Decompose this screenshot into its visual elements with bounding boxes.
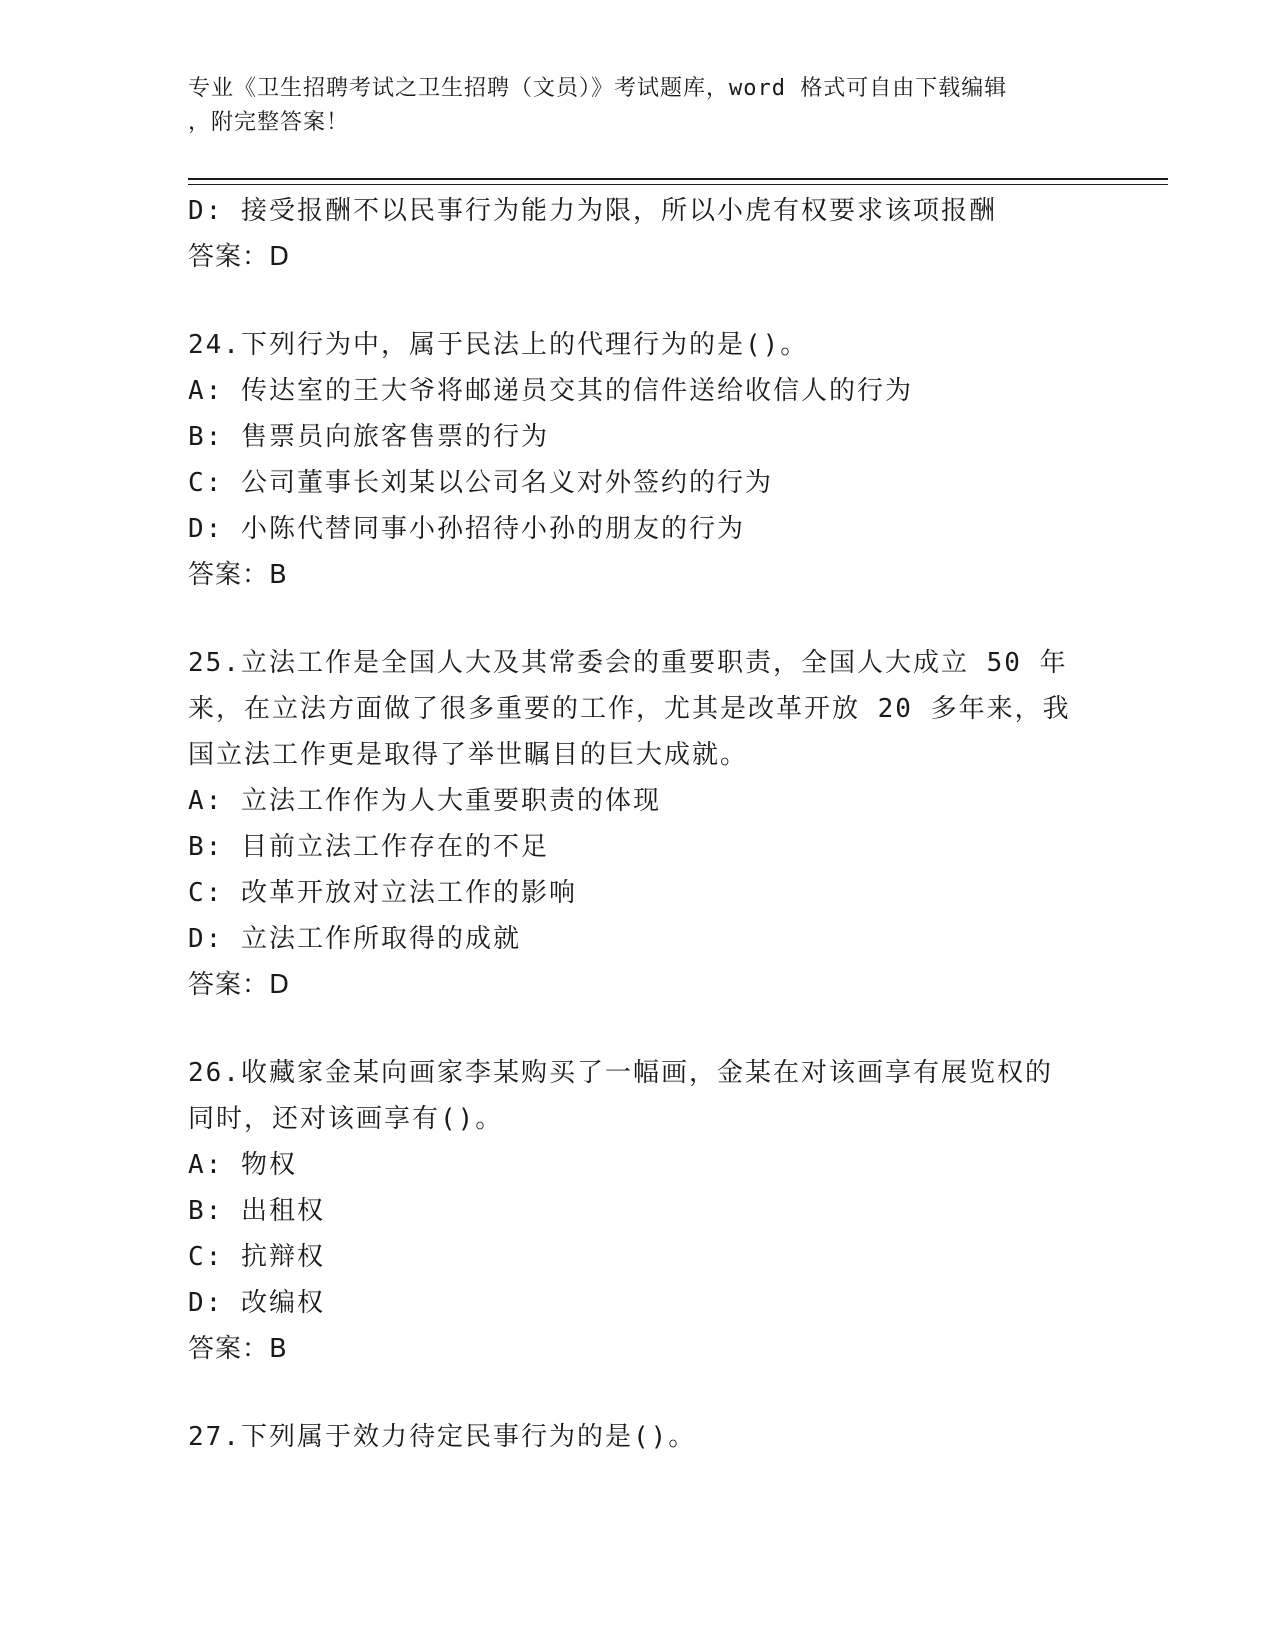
question-stem-line-1: 26.收藏家金某向画家李某购买了一幅画，金某在对该画享有展览权的 (188, 1058, 1053, 1088)
question-stem: 24.下列行为中，属于民法上的代理行为的是()。 (188, 330, 809, 360)
question-stem: 27.下列属于效力待定民事行为的是()。 (188, 1422, 697, 1452)
option-c: C: 改革开放对立法工作的影响 (188, 878, 577, 908)
option-b: B: 出租权 (188, 1196, 325, 1226)
option-a: A: 传达室的王大爷将邮递员交其的信件送给收信人的行为 (188, 376, 913, 406)
question-25 (188, 640, 1088, 1008)
option-b: B: 目前立法工作存在的不足 (188, 832, 549, 862)
option-d: D: 立法工作所取得的成就 (188, 924, 521, 954)
question-23-tail (188, 188, 1088, 280)
header-title-line: 专业《卫生招聘考试之卫生招聘（文员）》考试题库，word 格式可自由下载编辑 (188, 76, 1008, 101)
answer-line: 答案：D (188, 970, 291, 1000)
header-subtitle-line: ，附完整答案！ (188, 110, 350, 135)
option-d: D: 小陈代替同事小孙招待小孙的朋友的行为 (188, 514, 745, 544)
option-c: C: 公司董事长刘某以公司名义对外签约的行为 (188, 468, 773, 498)
question-stem-line-3: 国立法工作更是取得了举世瞩目的巨大成就。 (188, 740, 749, 770)
header-divider-thick (188, 178, 1168, 180)
answer-line: 答案：B (188, 1334, 288, 1364)
question-24 (188, 322, 1088, 598)
option-d: D: 改编权 (188, 1288, 325, 1318)
answer-line: 答案：D (188, 242, 291, 272)
question-gap (188, 280, 1088, 322)
question-gap (188, 598, 1088, 640)
option-a: A: 立法工作作为人大重要职责的体现 (188, 786, 661, 816)
question-gap (188, 1372, 1088, 1414)
header-divider-thin (188, 184, 1168, 185)
question-27 (188, 1414, 1088, 1460)
question-list (188, 188, 1088, 1460)
option-a: A: 物权 (188, 1150, 297, 1180)
option-d: D: 接受报酬不以民事行为能力为限，所以小虎有权要求该项报酬 (188, 196, 997, 226)
question-stem-line-2: 同时，还对该画享有()。 (188, 1104, 504, 1134)
question-26 (188, 1050, 1088, 1372)
question-stem-line-2: 来，在立法方面做了很多重要的工作，尤其是改革开放 20 多年来，我 (188, 694, 1071, 724)
question-stem-line-1: 25.立法工作是全国人大及其常委会的重要职责，全国人大成立 50 年 (188, 648, 1068, 678)
option-c: C: 抗辩权 (188, 1242, 325, 1272)
question-gap (188, 1008, 1088, 1050)
document-header (188, 72, 1088, 140)
answer-line: 答案：B (188, 560, 288, 590)
option-b: B: 售票员向旅客售票的行为 (188, 422, 549, 452)
